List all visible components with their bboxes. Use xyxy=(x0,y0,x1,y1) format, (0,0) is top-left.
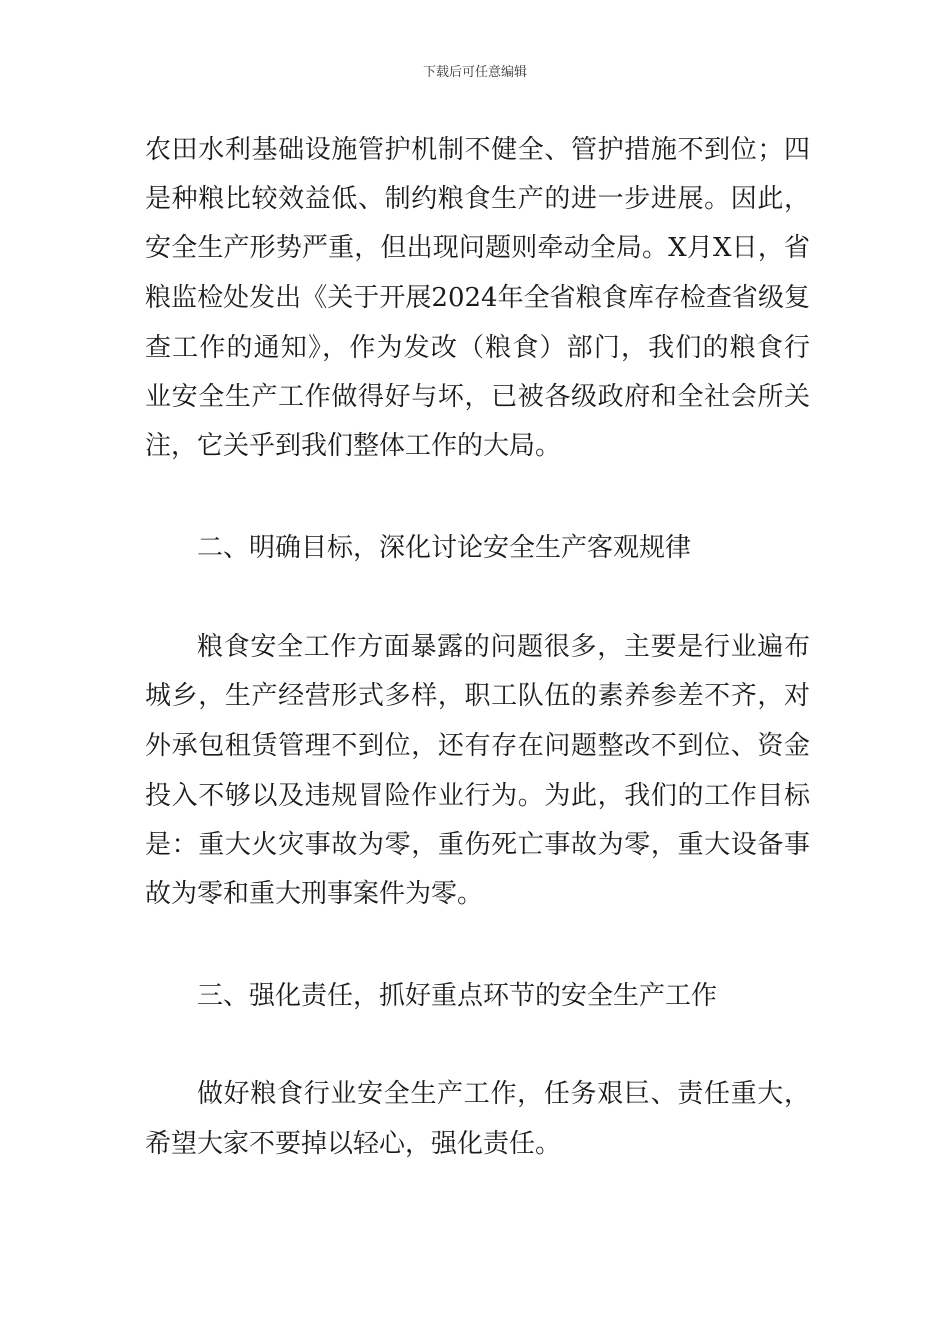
paragraph-1-line-5: 查工作的通知》，作为发改（粮食）部门，我们的粮食行 xyxy=(145,333,810,363)
paragraph-2-line-1: 粮食安全工作方面暴露的问题很多，主要是行业遍布 xyxy=(197,632,810,662)
paragraph-2-line-6: 故为零和重大刑事案件为零。 xyxy=(145,879,484,909)
paragraph-3-line-2: 希望大家不要掉以轻心，强化责任。 xyxy=(145,1129,562,1159)
paragraph-2-line-2: 城乡，生产经营形式多样，职工队伍的素养参差不齐，对 xyxy=(145,681,810,711)
paragraph-1-line-1: 农田水利基础设施管护机制不健全、管护措施不到位；四 xyxy=(145,135,810,165)
paragraph-2-line-4: 投入不够以及违规冒险作业行为。为此，我们的工作目标 xyxy=(145,781,810,811)
paragraph-3-line-1: 做好粮食行业安全生产工作，任务艰巨、责任重大， xyxy=(197,1079,810,1109)
paragraph-1-line-4: 粮监检处发出《关于开展2024年全省粮食库存检查省级复 xyxy=(145,283,810,313)
section-heading-2: 二、明确目标，深化讨论安全生产客观规律 xyxy=(197,533,692,563)
paragraph-1-line-2: 是种粮比较效益低、制约粮食生产的进一步进展。因此， xyxy=(145,184,810,214)
section-heading-3: 三、强化责任，抓好重点环节的安全生产工作 xyxy=(197,981,718,1011)
paragraph-1-line-7: 注，它关乎到我们整体工作的大局。 xyxy=(145,431,562,461)
paragraph-2-line-5: 是：重大火灾事故为零，重伤死亡事故为零，重大设备事 xyxy=(145,830,810,860)
paragraph-2-line-3: 外承包租赁管理不到位，还有存在问题整改不到位、资金 xyxy=(145,731,810,761)
paragraph-1-line-6: 业安全生产工作做得好与坏，已被各级政府和全社会所关 xyxy=(145,382,810,412)
paragraph-1-line-3: 安全生产形势严重，但出现问题则牵动全局。X月X日，省 xyxy=(145,233,810,263)
page-header: 下载后可任意编辑 xyxy=(422,65,527,80)
